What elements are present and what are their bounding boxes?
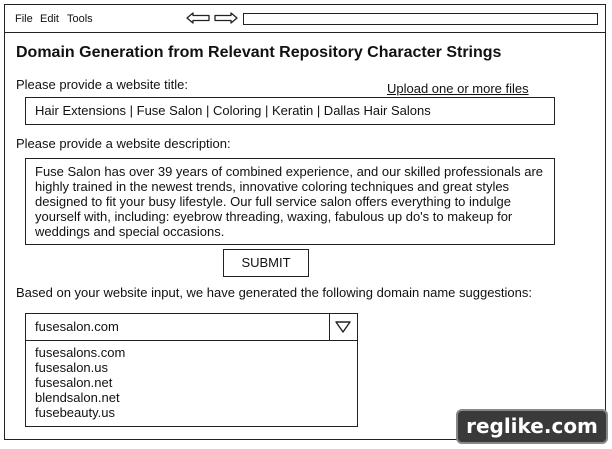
submit-button[interactable]: SUBMIT bbox=[223, 249, 309, 277]
website-description-input[interactable]: Fuse Salon has over 39 years of combined experience, and our skilled professionals are highly trained in the newest trends, innovative coloring techniques and great styles designed to fit your busy lifestyle. Our full service salon offers everything to indulge yourself with, including: eyebrow threading, waxing, fabulous up do's to makeup for weddings and special occasions. bbox=[25, 158, 555, 245]
domain-option[interactable]: fusesalon.net bbox=[35, 375, 113, 390]
domain-options-list bbox=[25, 341, 358, 427]
menu-file[interactable]: File bbox=[15, 13, 33, 25]
left-arrow-icon[interactable] bbox=[186, 12, 210, 24]
right-arrow-icon[interactable] bbox=[214, 12, 238, 24]
watermark-logo: reglike.com bbox=[456, 409, 608, 444]
website-description-label: Please provide a website description: bbox=[16, 136, 231, 151]
domain-option[interactable]: fusesalon.us bbox=[35, 360, 108, 375]
page-title: Domain Generation from Relevant Repository Character Strings bbox=[16, 44, 502, 61]
domain-option[interactable]: fusesalons.com bbox=[35, 345, 126, 360]
triangle-down-icon bbox=[330, 314, 356, 339]
menu-bar bbox=[5, 5, 605, 33]
website-title-label: Please provide a website title: bbox=[16, 77, 188, 92]
website-title-input[interactable]: Hair Extensions | Fuse Salon | Coloring | Keratin | Dallas Hair Salons bbox=[25, 97, 555, 125]
upload-files-link[interactable]: Upload one or more files bbox=[387, 81, 529, 96]
domain-option[interactable]: blendsalon.net bbox=[35, 390, 120, 405]
suggestions-intro: Based on your website input, we have generated the following domain name suggestions: bbox=[16, 285, 532, 300]
selected-domain: fusesalon.com bbox=[35, 319, 119, 334]
dropdown-toggle[interactable] bbox=[329, 314, 357, 340]
address-bar[interactable] bbox=[243, 13, 598, 25]
domain-option[interactable]: fusebeauty.us bbox=[35, 405, 115, 420]
menu-edit[interactable]: Edit bbox=[40, 13, 59, 25]
menu-tools[interactable]: Tools bbox=[67, 13, 93, 25]
domain-select[interactable] bbox=[25, 313, 358, 341]
browser-window bbox=[4, 4, 606, 440]
